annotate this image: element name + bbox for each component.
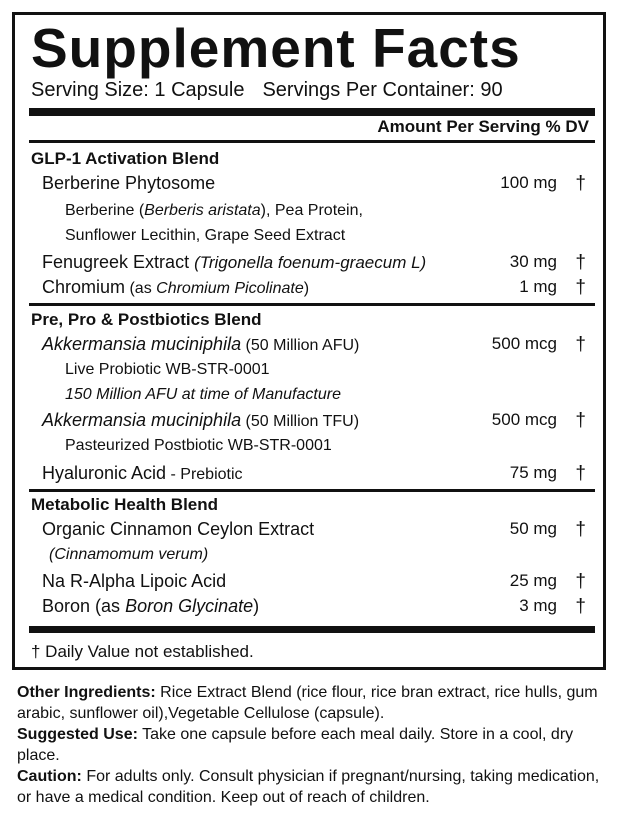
dv-dagger: † — [575, 519, 586, 540]
sub-text: Pasteurized Postbiotic WB-STR-0001 — [65, 437, 332, 454]
ingredient-name: Akkermansia muciniphila — [42, 410, 242, 430]
dv-dagger: † — [575, 252, 586, 273]
ingredient-note: (as — [125, 280, 157, 297]
ingredient-note: (50 Million TFU) — [241, 413, 360, 430]
dv-dagger: † — [575, 410, 586, 431]
suggested-use-label: Suggested Use: — [17, 726, 138, 743]
suggested-use — [17, 724, 612, 766]
amount-per-serving-header: Amount Per Serving % DV — [377, 117, 589, 136]
ingredient-amount: 25 mg — [509, 571, 557, 590]
dv-dagger: † — [575, 596, 586, 617]
other-ingredients — [17, 682, 612, 724]
ingredient-name: Akkermansia muciniphila — [42, 334, 242, 354]
ingredient-name: Na R-Alpha Lipoic Acid — [42, 571, 227, 591]
sub-latin: Berberis aristata — [144, 202, 261, 219]
ingredient-name: Boron — [42, 596, 91, 616]
ingredient-latin: (Trigonella foenum-graecum L) — [194, 253, 427, 272]
ingredient-amount: 50 mg — [509, 519, 557, 538]
ingredient-amount: 3 mg — [519, 596, 557, 615]
thick-divider-bottom — [29, 626, 595, 633]
other-ingredients-label: Other Ingredients: — [17, 684, 156, 701]
ingredient-note: ) — [253, 596, 260, 616]
sub-text: ), Pea Protein, — [260, 202, 363, 219]
dv-dagger: † — [575, 277, 586, 298]
ingredient-latin: Boron Glycinate — [125, 596, 254, 616]
ingredient-name: Hyaluronic Acid — [42, 463, 167, 483]
divider-blend — [29, 489, 595, 492]
blend-name: GLP-1 Activation Blend — [31, 149, 220, 168]
ingredient-amount: 1 mg — [519, 277, 557, 296]
blend-name: Metabolic Health Blend — [31, 495, 219, 514]
ingredient-amount: 500 mcg — [491, 410, 557, 429]
blend-name: Pre, Pro & Postbiotics Blend — [31, 310, 262, 329]
sub-text: 150 Million AFU at time of Manufacture — [65, 386, 341, 403]
serving-size: Serving Size: 1 Capsule — [31, 79, 245, 101]
caution — [17, 766, 612, 808]
ingredient-amount: 30 mg — [509, 252, 557, 271]
footnote: † Daily Value not established. — [31, 642, 254, 661]
ingredient-name: Berberine Phytosome — [42, 173, 216, 193]
dv-dagger: † — [575, 571, 586, 592]
label-text-section — [17, 682, 612, 808]
thick-divider-top — [29, 108, 595, 116]
ingredient-name: Chromium — [42, 277, 126, 297]
suggested-use-text: Take one capsule before each meal daily. Store in a cool, dry place. — [17, 726, 574, 764]
other-ingredients-text: Rice Extract Blend (rice flour, rice bran extract, rice hulls, gum arabic, sunflower oil),Vegetable Cellulose (capsule). — [17, 684, 598, 722]
ingredient-note: (as — [90, 596, 126, 616]
ingredient-amount: 75 mg — [509, 463, 557, 482]
servings-per-container: Servings Per Container: 90 — [262, 79, 503, 101]
caution-text: For adults only. Consult physician if pregnant/nursing, taking medication, or have a medical condition. Keep out of reach of children. — [17, 768, 600, 806]
sub-text: (Cinnamomum verum) — [49, 546, 209, 563]
ingredient-name: Organic Cinnamon Ceylon Extract — [42, 519, 315, 539]
ingredient-amount: 100 mg — [500, 173, 557, 192]
supplement-facts-panel — [12, 12, 606, 670]
sub-text: Live Probiotic WB-STR-0001 — [65, 361, 270, 378]
sub-text: Berberine ( — [65, 202, 145, 219]
ingredient-amount: 500 mcg — [491, 334, 557, 353]
ingredient-note: ) — [303, 280, 310, 297]
divider-blend — [29, 303, 595, 306]
caution-label: Caution: — [17, 768, 82, 785]
ingredient-note: - Prebiotic — [166, 466, 243, 483]
dv-dagger: † — [575, 173, 586, 194]
dv-dagger: † — [575, 334, 586, 355]
ingredient-note: (50 Million AFU) — [241, 337, 360, 354]
ingredient-latin: Chromium Picolinate — [156, 280, 304, 297]
dv-dagger: † — [575, 463, 586, 484]
divider-header — [29, 140, 595, 143]
sub-text: Sunflower Lecithin, Grape Seed Extract — [65, 227, 346, 244]
serving-info — [31, 79, 503, 102]
ingredient-name: Fenugreek Extract — [42, 252, 195, 272]
panel-title: Supplement Facts — [31, 17, 521, 79]
